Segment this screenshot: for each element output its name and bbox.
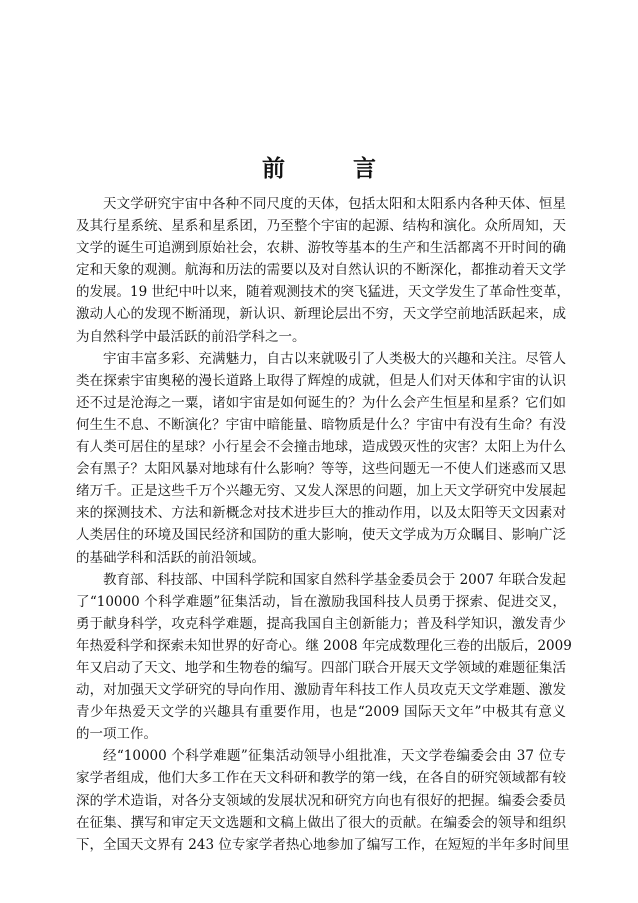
text-line: 年又启动了天文、地学和生物卷的编写。四部门联合开展天文学领域的难题征集活 [76,659,566,676]
text-line: 在征集、撰写和审定天文选题和文稿上做出了很大的贡献。在编委会的领导和组织 [76,814,566,831]
text-line: 年热爱科学和探索未知世界的好奇心。继 2008 年完成数理化三卷的出版后，2009 [76,637,572,654]
text-line: 家学者组成，他们大多工作在天文科研和教学的第一线，在各自的研究领域都有较 [76,770,566,787]
text-line: 的一项工作。 [76,726,157,743]
text-line: 天文学研究宇宙中各种不同尺度的天体，包括太阳和太阳系内各种天体、恒星 [103,196,566,212]
text-line: 激动人心的发现不断涌现，新认识、新理论层出不穷，天文学空前地活跃起来，成 [76,306,566,323]
preface-body [76,193,572,856]
page-title: 前 言 [261,155,406,182]
text-line: 还不过是沧海之一粟，诸如宇宙是如何诞生的？为什么会产生恒星和星系？它们如 [76,394,566,411]
text-line: 宇宙丰富多彩、充满魅力，自古以来就吸引了人类极大的兴趣和关注。尽管人 [103,350,566,367]
text-line: 人类居住的环境及国民经济和国防的重大影响，使天文学成为万众瞩目、影响广泛 [76,527,566,544]
text-line: 有人类可居住的星球？小行星会不会撞击地球，造成毁灭性的灾害？太阳上为什么 [76,439,566,456]
text-line: 青少年热爱天文学的兴趣具有重要作用，也是“2009 国际天文年”中极其有意义 [76,704,566,721]
text-line: 绪万千。正是这些千万个兴趣无穷、又发人深思的问题，加上天文学研究中发展起 [76,483,566,500]
text-line: 何生生不息、不断演化？宇宙中暗能量、暗物质是什么？宇宙中有没有生命？有没 [76,416,566,433]
text-line: 的基础学科和活跃的前沿领域。 [76,549,265,566]
text-line: 教育部、科技部、中国科学院和国家自然科学基金委员会于 2007 年联合发起 [103,571,566,588]
text-line: 文学的诞生可追溯到原始社会，农耕、游牧等基本的生产和生活都离不开时间的确 [76,240,566,257]
text-line: 经“10000 个科学难题”征集活动领导小组批准，天文学卷编委会由 37 位专 [103,748,566,765]
text-line: 的发展。19 世纪中叶以来，随着观测技术的突飞猛进，天文学发生了革命性变革， [76,284,570,301]
text-line: 了“10000 个科学难题”征集活动，旨在激励我国科技人员勇于探索、促进交叉， [76,593,566,610]
text-line: 下，全国天文界有 243 位专家学者热心地参加了编写工作，在短短的半年多时间里 [76,836,570,853]
text-line: 为自然科学中最活跃的前沿学科之一。 [76,328,306,345]
text-line: 会有黑子？太阳风暴对地球有什么影响？等等，这些问题无一不使人们迷惑而又思 [76,461,566,478]
text-line: 深的学术造诣，对各分支领域的发展状况和研究方向也有很好的把握。编委会委员 [76,792,566,809]
text-line: 来的探测技术、方法和新概念对技术进步巨大的推动作用，以及太阳等天文因素对 [76,505,566,522]
text-line: 定和天象的观测。航海和历法的需要以及对自然认识的不断深化，都推动着天文学 [76,262,566,279]
text-line: 动，对加强天文学研究的导向作用、激励青年科技工作人员攻克天文学难题、激发 [76,682,566,699]
text-line: 勇于献身科学，攻克科学难题，提高我国自主创新能力；普及科学知识，激发青少 [76,615,566,632]
text-line: 类在探索宇宙奥秘的漫长道路上取得了辉煌的成就，但是人们对天体和宇宙的认识 [76,372,566,389]
text-line: 及其行星系统、星系和星系团，乃至整个宇宙的起源、结构和演化。众所周知，天 [76,218,566,235]
